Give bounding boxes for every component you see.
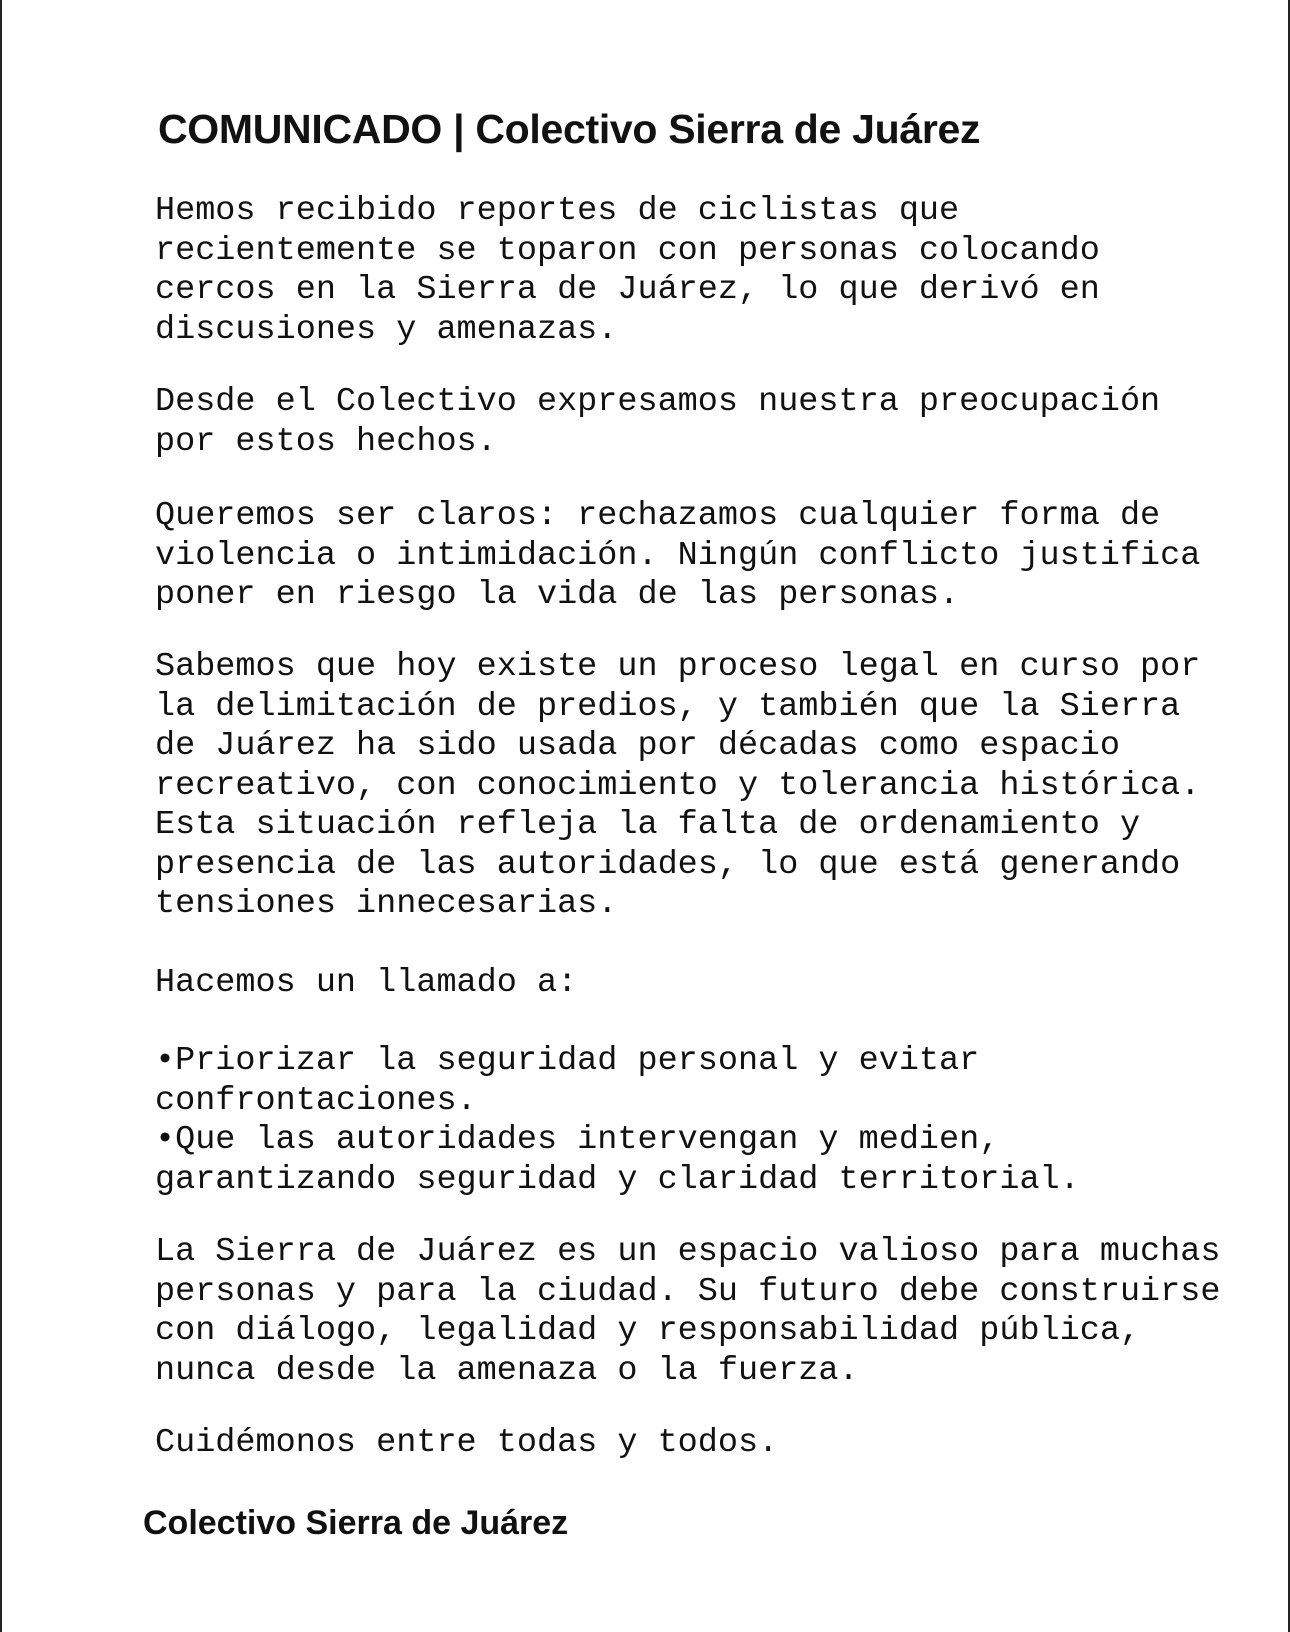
- paragraph-legal-process: Sabemos que hoy existe un proceso legal en curso por la delimitación de predios, y también que la Sierra de Juárez ha sido usada por décadas como espacio recreativo, con conocimiento y tolerancia histórica. Esta situación refleja la falta de ordenamiento y presencia de las autoridades, lo que está generando tensiones innecesarias.: [155, 648, 1201, 923]
- paragraph-concern: Desde el Colectivo expresamos nuestra preocupación por estos hechos.: [155, 383, 1161, 461]
- paragraph-call-intro: Hacemos un llamado a:: [155, 964, 578, 1002]
- signature: Colectivo Sierra de Juárez: [143, 1504, 569, 1542]
- call-to-action-list: •Priorizar la seguridad personal y evitar confrontaciones. •Que las autoridades intervengan y medien, garantizando seguridad y claridad territorial.: [155, 1042, 1080, 1199]
- paragraph-future: La Sierra de Juárez es un espacio valioso para muchas personas y para la ciudad. Su futuro debe construirse con diálogo, legalidad y responsabilidad pública, nunca desde la amenaza o la fuerza.: [155, 1233, 1221, 1390]
- paragraph-closing: Cuidémonos entre todas y todos.: [155, 1424, 779, 1462]
- paragraph-rejection: Queremos ser claros: rechazamos cualquier forma de violencia o intimidación. Ningún conflicto justifica poner en riesgo la vida de las personas.: [155, 497, 1201, 614]
- paragraph-reports: Hemos recibido reportes de ciclistas que recientemente se toparon con personas colocando cercos en la Sierra de Juárez, lo que derivó en discusiones y amenazas.: [155, 192, 1100, 349]
- document-title: COMUNICADO | Colectivo Sierra de Juárez: [158, 106, 981, 152]
